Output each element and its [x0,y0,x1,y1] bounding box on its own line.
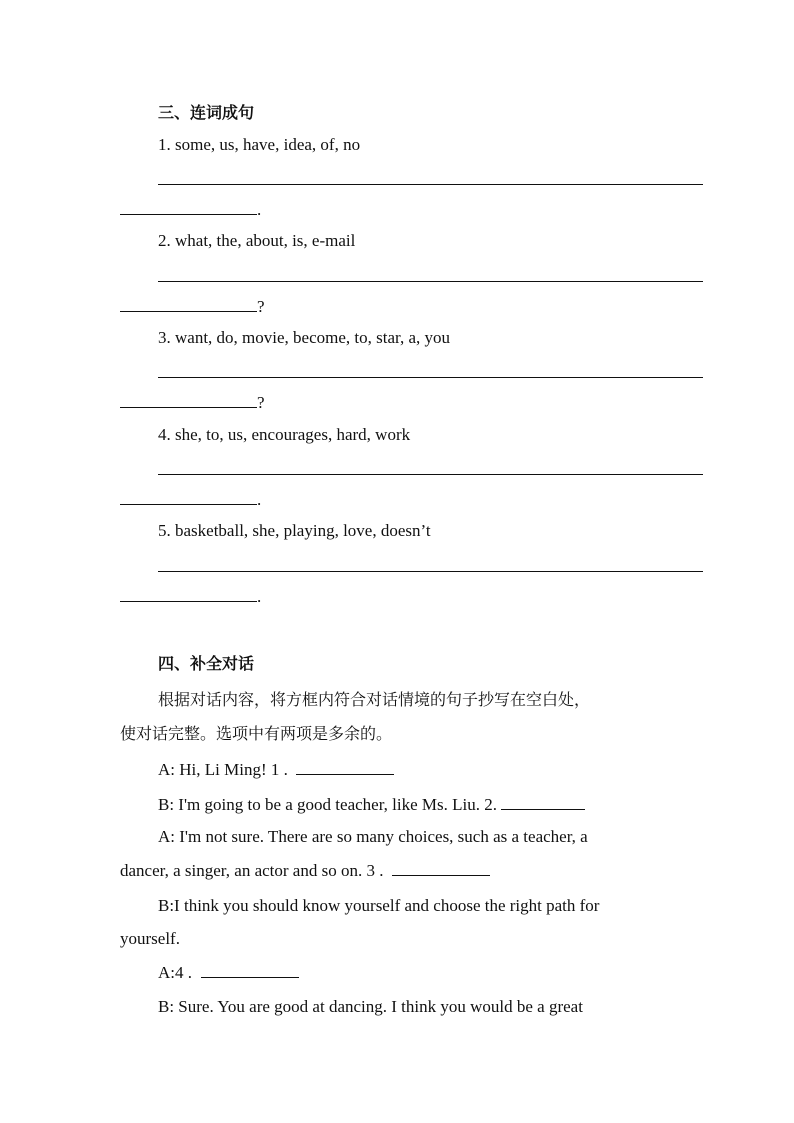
item5-end: . [257,587,262,606]
answer-tail-3 [120,393,265,412]
blank-2[interactable] [501,795,585,810]
answer-tail-5 [120,587,262,606]
dialogue-line-1: A: Hi, Li Ming! 1 . [158,760,394,780]
answer-line-3 [158,377,703,378]
blank-3[interactable] [392,861,490,876]
item2-end: ? [257,297,265,316]
item4-prompt: 4. she, to, us, encourages, hard, work [158,425,411,444]
instruction-line-1: 根据对话内容，将方框内符合对话情境的句子抄写在空白处， [158,690,591,709]
item5-prompt: 5. basketball, she, playing, love, doesn’t [158,521,431,540]
blank-4[interactable] [201,963,299,978]
item2-prompt: 2. what, the, about, is, e-mail [158,231,356,250]
dialogue-line-6: B: Sure. You are good at dancing. I think you would be a great [158,997,583,1016]
answer-line-1 [158,184,703,185]
section3-title: 三、连词成句 [158,103,255,122]
answer-line-2 [158,281,703,282]
dialogue-line-4a: B:I think you should know yourself and choose the right path for [158,896,600,915]
dialogue-line-3b: dancer, a singer, an actor and so on. 3 . [120,861,490,881]
instruction-line-2: 使对话完整。选项中有两项是多余的。 [120,724,393,743]
answer-line-5 [158,571,703,572]
answer-tail-2 [120,297,265,316]
item1-end: . [257,200,262,219]
answer-tail-1 [120,200,262,219]
blank-1[interactable] [296,760,394,775]
item3-prompt: 3. want, do, movie, become, to, star, a, you [158,328,451,347]
dialogue-line-5: A:4 . [158,963,299,983]
answer-tail-4 [120,490,262,509]
item1-prompt: 1. some, us, have, idea, of, no [158,135,361,154]
item3-end: ? [257,393,265,412]
dialogue-line-2: B: I'm going to be a good teacher, like Ms. Liu. 2. [158,795,585,815]
dialogue-line-3a: A: I'm not sure. There are so many choices, such as a teacher, a [158,827,588,846]
answer-line-4 [158,474,703,475]
item4-end: . [257,490,262,509]
section4-title: 四、补全对话 [158,654,255,673]
dialogue-line-4b: yourself. [120,929,180,948]
